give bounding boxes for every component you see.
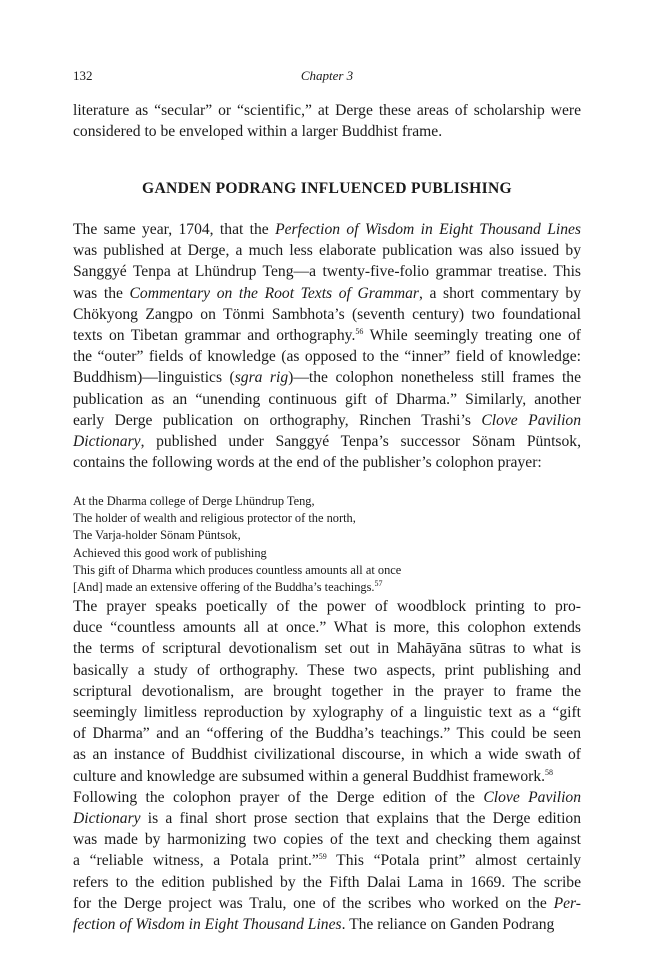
text-line: refers to the edition published by the Fifth Dalai Lama in 1669. The scribe: [73, 873, 581, 891]
text-line: as an instance of Buddhist civilizational discourse, in which a wide swath of: [73, 746, 581, 764]
text-line: was the Commentary on the Root Texts of Grammar, a short commentary by: [73, 284, 581, 302]
text-line: was made by harmonizing two copies of the text and checking them against: [73, 831, 581, 849]
text-line: Dictionary is a final short prose section that explains that the Derge edition: [73, 810, 581, 828]
quote-line: At the Dharma college of Derge Lhündrup Teng,: [73, 494, 315, 508]
paragraph-publishing: [73, 219, 581, 473]
text-line: texts on Tibetan grammar and orthography.$^{56}$ While seemingly treating one of: [73, 326, 581, 345]
quote-line: Achieved this good work of publishing: [73, 545, 267, 560]
text-line: literature as “secular” or “scientific,” at Derge these areas of scholarship were: [73, 102, 581, 119]
section-heading: GANDEN PODRANG INFLUENCED PUBLISHING: [142, 180, 512, 197]
block-quote-colophon: [73, 493, 581, 596]
text-line: Following the colophon prayer of the Derge edition of the Clove Pavilion: [73, 788, 581, 806]
text-line: The same year, 1704, that the Perfection of Wisdom in Eight Thousand Lines: [73, 221, 581, 238]
text-line: scriptural devotionalism, are brought together in the prayer to frame the: [73, 682, 581, 700]
text-line: The prayer speaks poetically of the power of woodblock printing to pro-: [73, 598, 581, 615]
paragraph-prayer-analysis: [73, 596, 581, 935]
text-line: fection of Wisdom in Eight Thousand Lines. The reliance on Ganden Podrang: [73, 916, 555, 934]
chapter-label: Chapter 3: [300, 68, 354, 83]
quote-line: This gift of Dharma which produces countless amounts all at once: [73, 562, 402, 577]
quote-line: The holder of wealth and religious protector of the north,: [73, 511, 356, 526]
text-line: Sanggyé Tenpa at Lhündrup Teng—a twenty-five-folio grammar treatise. This: [73, 263, 581, 281]
text-line: basically a study of orthography. These two aspects, print publishing and: [73, 661, 581, 679]
text-line: publication as an “unending continuous gift of Dharma.” Similarly, another: [73, 390, 581, 408]
text-line: the terms of scriptural devotionalism set out in Mahāyāna sūtras to what is: [73, 640, 581, 658]
text-line: was published at Derge, a much less elaborate publication was also issued by: [73, 242, 581, 260]
text-line: Chökyong Zangpo on Tönmi Sambhota’s (seventh century) two foundational: [73, 305, 581, 323]
text-line: Buddhism)—linguistics (sgra rig)—the colophon nonetheless still frames the: [73, 369, 582, 387]
text-line: Dictionary, published under Sanggyé Tenpa’s successor Sönam Püntsok,: [73, 433, 581, 451]
quote-line: [And] made an extensive offering of the Buddha’s teachings.$^{57}$: [73, 578, 383, 595]
page-number: 132: [73, 68, 93, 83]
text-line: a “reliable witness, a Potala print.”$^{59}$ This “Potala print” almost certainly: [73, 852, 581, 870]
text-line: the “outer” fields of knowledge (as opposed to the “inner” field of knowledge:: [73, 348, 581, 366]
text-line: culture and knowledge are subsumed within a general Buddhist framework.$^{58}$: [73, 767, 554, 785]
text-line: considered to be enveloped within a larger Buddhist frame.: [73, 123, 443, 141]
text-line: early Derge publication on orthography, Rinchen Trashi’s Clove Pavilion: [73, 411, 581, 429]
paragraph-continued: [73, 100, 581, 142]
text-line: contains the following words at the end of the publisher’s colophon prayer:: [73, 454, 542, 472]
quote-line: The Varja-holder Sönam Püntsok,: [73, 528, 241, 543]
footnote-ref: 57: [374, 578, 383, 588]
text-line: for the Derge project was Tralu, one of the scribes who worked on the Per-: [73, 894, 581, 912]
text-line: seemingly limitless reproduction by xylography of a linguistic text as a “gift: [73, 704, 581, 722]
text-line: of Dharma” and an “offering of the Buddha’s teachings.” This could be seen: [73, 725, 581, 743]
running-head: [73, 68, 581, 88]
text-line: duce “countless amounts all at once.” What is more, this colophon extends: [73, 619, 581, 637]
